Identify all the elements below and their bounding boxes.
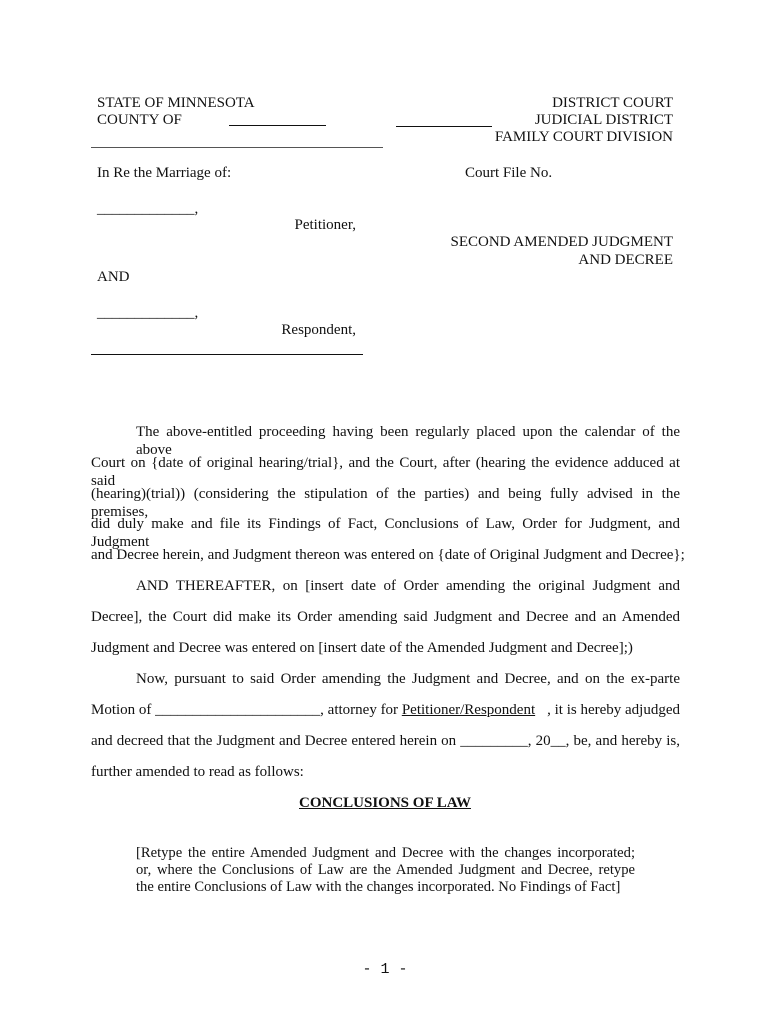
- body-line: Court on {date of original hearing/trial}, and the Court, after (hearing the evidence adduced at said: [91, 455, 680, 489]
- body-line: and Decree herein, and Judgment thereon was entered on {date of Original Judgment and Decree};: [91, 547, 685, 563]
- division-label: FAMILY COURT DIVISION: [494, 129, 673, 145]
- county-blank: [229, 125, 326, 126]
- section-heading: CONCLUSIONS OF LAW: [299, 795, 471, 811]
- district-blank: [396, 126, 492, 127]
- motion-text-end: , it is hereby adjudged: [547, 702, 680, 718]
- respondent-label: Respondent,: [281, 322, 356, 338]
- motion-text: Motion of ______________________, attorney for: [91, 702, 402, 718]
- caption-bottom-divider: [91, 354, 363, 355]
- body-line: Judgment and Decree was entered on [insert date of the Amended Judgment and Decree];): [91, 640, 633, 656]
- document-title-line1: SECOND AMENDED JUDGMENT: [450, 234, 673, 250]
- body-line: and decreed that the Judgment and Decree entered herein on _________, 20__, be, and hereby is,: [91, 733, 680, 749]
- body-line: Now, pursuant to said Order amending the Judgment and Decree, and on the ex-parte: [136, 671, 680, 687]
- respondent-name-blank: _____________,: [97, 305, 199, 321]
- party-choice: Petitioner/Respondent: [401, 702, 536, 718]
- state-label: STATE OF MINNESOTA: [97, 95, 255, 111]
- county-label: COUNTY OF: [97, 112, 182, 128]
- body-line: did duly make and file its Findings of Fact, Conclusions of Law, Order for Judgment, and Judgment: [91, 516, 680, 550]
- body-line: Decree], the Court did make its Order amending said Judgment and Decree and an Amended: [91, 609, 680, 625]
- body-line: [91, 701, 680, 719]
- instruction-line: [Retype the entire Amended Judgment and Decree with the changes incorporated;: [136, 845, 635, 861]
- court-file-no: Court File No.: [465, 165, 553, 181]
- district-label: JUDICIAL DISTRICT: [534, 112, 673, 128]
- and-label: AND: [97, 269, 130, 285]
- document-title-line2: AND DECREE: [578, 252, 673, 268]
- body-line: further amended to read as follows:: [91, 764, 304, 780]
- body-line: (hearing)(trial)) (considering the stipulation of the parties) and being fully advised in the premises,: [91, 486, 680, 520]
- page-number: - 1 -: [362, 961, 408, 978]
- instruction-line: the entire Conclusions of Law with the changes incorporated. No Findings of Fact]: [136, 879, 621, 895]
- body-line: The above-entitled proceeding having been regularly placed upon the calendar of the above: [136, 424, 680, 458]
- body-line: AND THEREAFTER, on [insert date of Order amending the original Judgment and: [136, 578, 680, 594]
- in-re-label: In Re the Marriage of:: [97, 165, 232, 181]
- petitioner-label: Petitioner,: [294, 217, 356, 233]
- instruction-line: or, where the Conclusions of Law are the Amended Judgment and Decree, retype: [136, 862, 635, 878]
- court-label: DISTRICT COURT: [552, 95, 673, 111]
- petitioner-name-blank: _____________,: [97, 201, 199, 217]
- caption-divider: [91, 147, 383, 148]
